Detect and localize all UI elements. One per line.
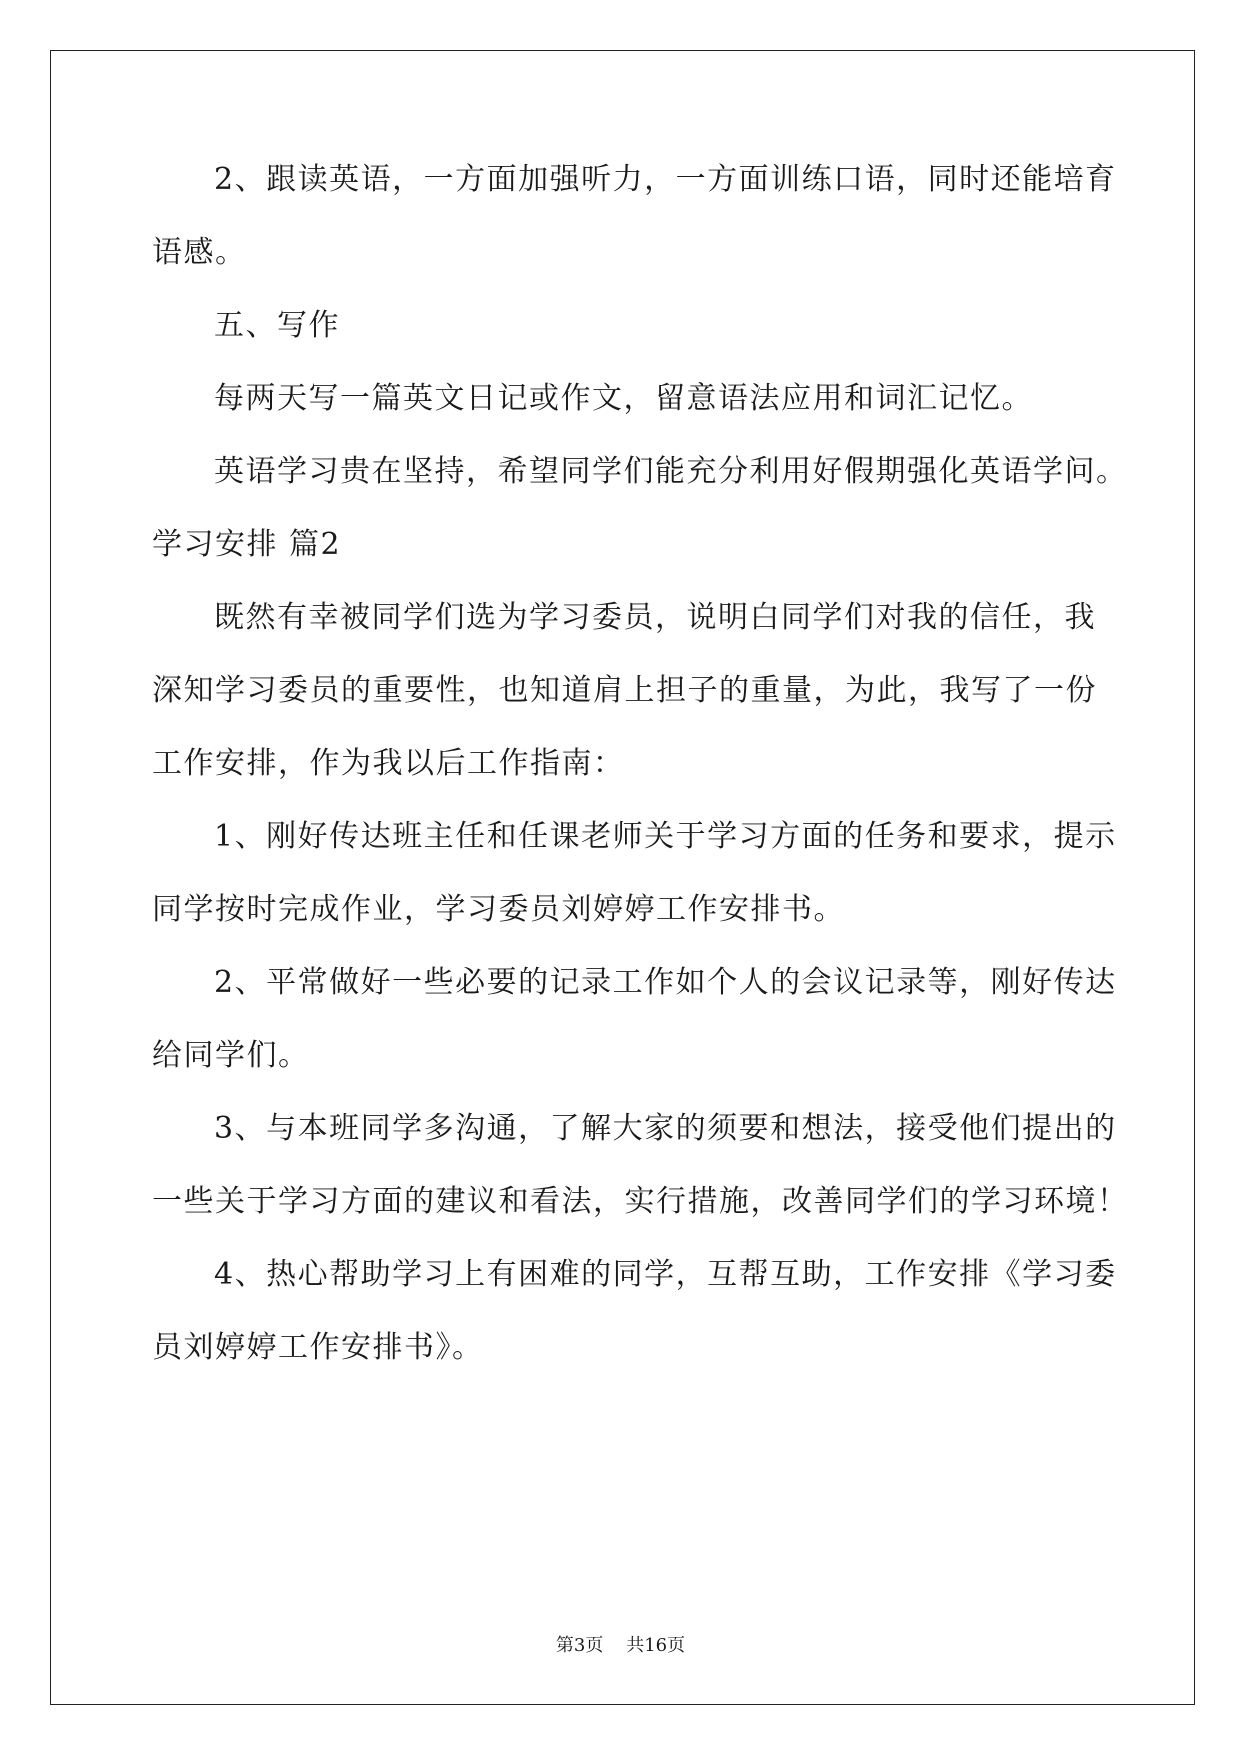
paragraph-line: 1、刚好传达班主任和任课老师关于学习方面的任务和要求，提示 — [214, 819, 1117, 854]
paragraph-line: 语感。 — [152, 235, 247, 270]
paragraph-line: 既然有幸被同学们选为学习委员，说明白同学们对我的信任，我 — [214, 600, 1096, 635]
article-heading: 学习安排 篇2 — [152, 527, 342, 562]
paragraph-line: 同学按时完成作业，学习委员刘婷婷工作安排书。 — [152, 892, 845, 927]
paragraph-line: 2、跟读英语，一方面加强听力，一方面训练口语，同时还能培育 — [214, 162, 1117, 197]
paragraph-line: 一些关于学习方面的建议和看法，实行措施，改善同学们的学习环境！ — [152, 1184, 1129, 1219]
paragraph-line: 每两天写一篇英文日记或作文，留意语法应用和词汇记忆。 — [214, 381, 1033, 416]
paragraph-line: 2、平常做好一些必要的记录工作如个人的会议记录等，刚好传达 — [214, 965, 1117, 1000]
paragraph-line: 3、与本班同学多沟通，了解大家的须要和想法，接受他们提出的 — [214, 1111, 1117, 1146]
paragraph-line: 4、热心帮助学习上有困难的同学，互帮互助，工作安排《学习委 — [214, 1257, 1117, 1292]
paragraph-line: 员刘婷婷工作安排书》。 — [152, 1330, 484, 1365]
paragraph-line: 工作安排，作为我以后工作指南： — [152, 746, 625, 781]
page-number-footer: 第3页 共16页 — [555, 1635, 686, 1656]
paragraph-line: 英语学习贵在坚持，希望同学们能充分利用好假期强化英语学问。 — [214, 454, 1128, 489]
paragraph-line: 给同学们。 — [152, 1038, 310, 1073]
paragraph-line: 深知学习委员的重要性，也知道肩上担子的重量，为此，我写了一份 — [152, 673, 1097, 708]
section-heading: 五、写作 — [214, 308, 340, 343]
page-border — [50, 50, 1195, 1705]
